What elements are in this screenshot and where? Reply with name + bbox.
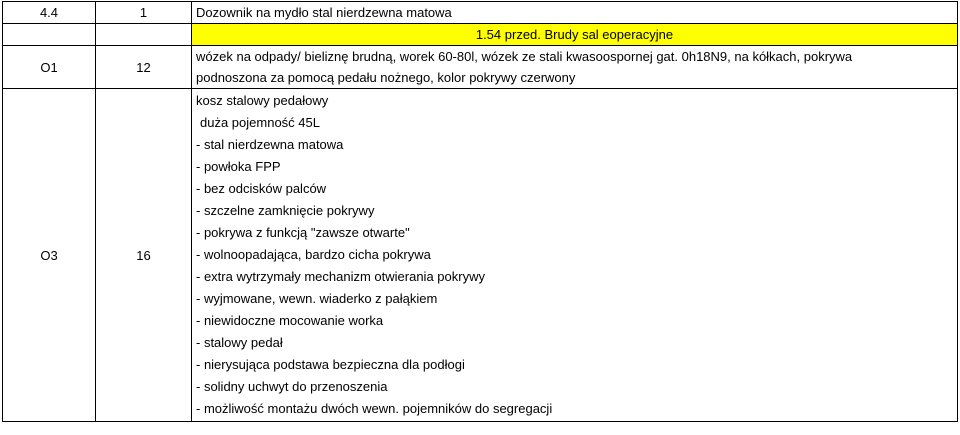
description-line: - powłoka FPP	[196, 159, 281, 174]
section-header: 1.54 przed. Brudy sal eoperacyjne	[192, 24, 958, 46]
description-line: - wyjmowane, wewn. wiaderko z pałąkiem	[196, 291, 438, 306]
quantity-cell: 1	[96, 2, 192, 24]
section-blank-b	[96, 24, 192, 46]
specification-table	[2, 1, 958, 422]
description-line: - możliwość montażu dwóch wewn. pojemników do segregacji	[196, 401, 553, 416]
description-line: - stal nierdzewna matowa	[196, 137, 344, 152]
description-line: - bez odcisków palców	[196, 181, 327, 196]
description-line: - pokrywa z funkcją "zawsze otwarte"	[196, 225, 410, 240]
table-row	[3, 89, 958, 422]
description-line: podnoszona za pomocą pedału nożnego, kolor pokrywy czerwony	[196, 70, 576, 85]
section-blank-a	[3, 24, 96, 46]
description-line: - wolnoopadająca, bardzo cicha pokrywa	[196, 247, 431, 262]
description-line: - solidny uchwyt do przenoszenia	[196, 379, 388, 394]
description-line: - niewidoczne mocowanie worka	[196, 313, 384, 328]
description-line: kosz stalowy pedałowy	[196, 93, 329, 108]
quantity-cell: 16	[96, 89, 192, 422]
description-line: duża pojemność 45L	[200, 115, 320, 130]
description-line: - stalowy pedał	[196, 335, 283, 350]
description-cell	[192, 46, 958, 89]
description-line: - extra wytrzymały mechanizm otwierania pokrywy	[196, 269, 485, 284]
table-row	[3, 2, 958, 24]
quantity-cell: 12	[96, 46, 192, 89]
row-number-cell: 4.4	[3, 2, 96, 24]
description-line: wózek na odpady/ bieliznę brudną, worek 60-80l, wózek ze stali kwasoospornej gat. 0h18N9, na kółkach, pokrywa	[196, 49, 853, 64]
description-line: - nierysująca podstawa bezpieczna dla podłogi	[196, 357, 465, 372]
table-row	[3, 46, 958, 89]
row-number-cell: O1	[3, 46, 96, 89]
description-cell	[192, 89, 958, 422]
description-line: - szczelne zamknięcie pokrywy	[196, 203, 375, 218]
section-header-row	[3, 24, 958, 46]
row-number-cell: O3	[3, 89, 96, 422]
description-cell: Dozownik na mydło stal nierdzewna matowa	[192, 2, 958, 24]
